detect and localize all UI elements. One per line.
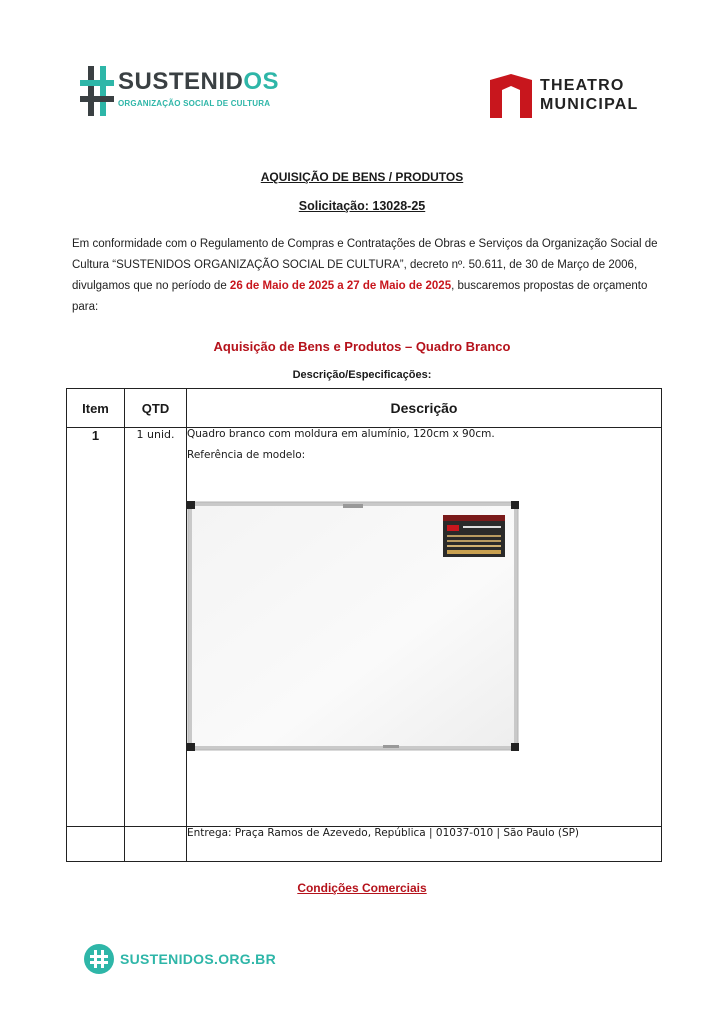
period-highlight: 26 de Maio de 2025 a 27 de Maio de 2025 [229, 280, 452, 292]
table-header-row [67, 389, 662, 428]
delivery-row [67, 827, 662, 862]
website-url[interactable]: SUSTENIDOS.ORG.BR [120, 951, 277, 967]
delivery-address: Entrega: Praça Ramos de Azevedo, República | 01037-010 | São Paulo (SP) [187, 827, 662, 862]
theatro-municipal-logo [490, 74, 660, 118]
whiteboard-picture [187, 501, 519, 753]
delivery-empty-item [67, 827, 125, 862]
document-title: AQUISIÇÃO DE BENS / PRODUTOS [260, 170, 464, 184]
hashtag-logo-icon [80, 66, 114, 116]
header-item: Item [67, 389, 125, 428]
item-qtd: 1 unid. [125, 428, 187, 827]
sustenidos-wordmark: SUSTENIDOS [118, 68, 280, 95]
spec-title: Descrição/Especificações: [292, 369, 432, 381]
theatro-line1: THEATRO [540, 77, 625, 94]
delivery-empty-qtd [125, 827, 187, 862]
hashtag-circle-icon [84, 944, 114, 974]
desc-line-2: Referência de modelo: [187, 449, 306, 461]
items-table [66, 388, 662, 862]
intro-paragraph: Em conformidade com o Regulamento de Compras e Contratações de Obras e Serviços da Organização Social de Cultura “SUSTENIDOS ORGANIZAÇÃO SOCIAL DE CULTURA”, decreto nº. 50.611, de 30 de Março de 2006, divulgamos que no período de 26 de Maio de 2025 a 27 de Maio de 2025, buscaremos propostas de orçamento para: [72, 238, 658, 313]
sustenidos-subtitle: ORGANIZAÇÃO SOCIAL DE CULTURA [118, 99, 271, 108]
item-description [187, 428, 662, 827]
item-number: 1 [67, 428, 125, 827]
header-qtd: QTD [125, 389, 187, 428]
sustenidos-logo [80, 64, 280, 120]
theatro-arch-icon [490, 74, 532, 118]
section-title: Aquisição de Bens e Produtos – Quadro Branco [213, 339, 511, 354]
commercial-conditions: Condições Comerciais [297, 881, 427, 895]
whiteboard-image [187, 501, 519, 753]
theatro-line2: MUNICIPAL [540, 96, 639, 113]
desc-line-1: Quadro branco com moldura em alumínio, 120cm x 90cm. [187, 428, 495, 440]
solicitation-number: Solicitação: 13028-25 [298, 199, 426, 213]
header-desc: Descrição [187, 389, 662, 428]
table-row [67, 428, 662, 827]
